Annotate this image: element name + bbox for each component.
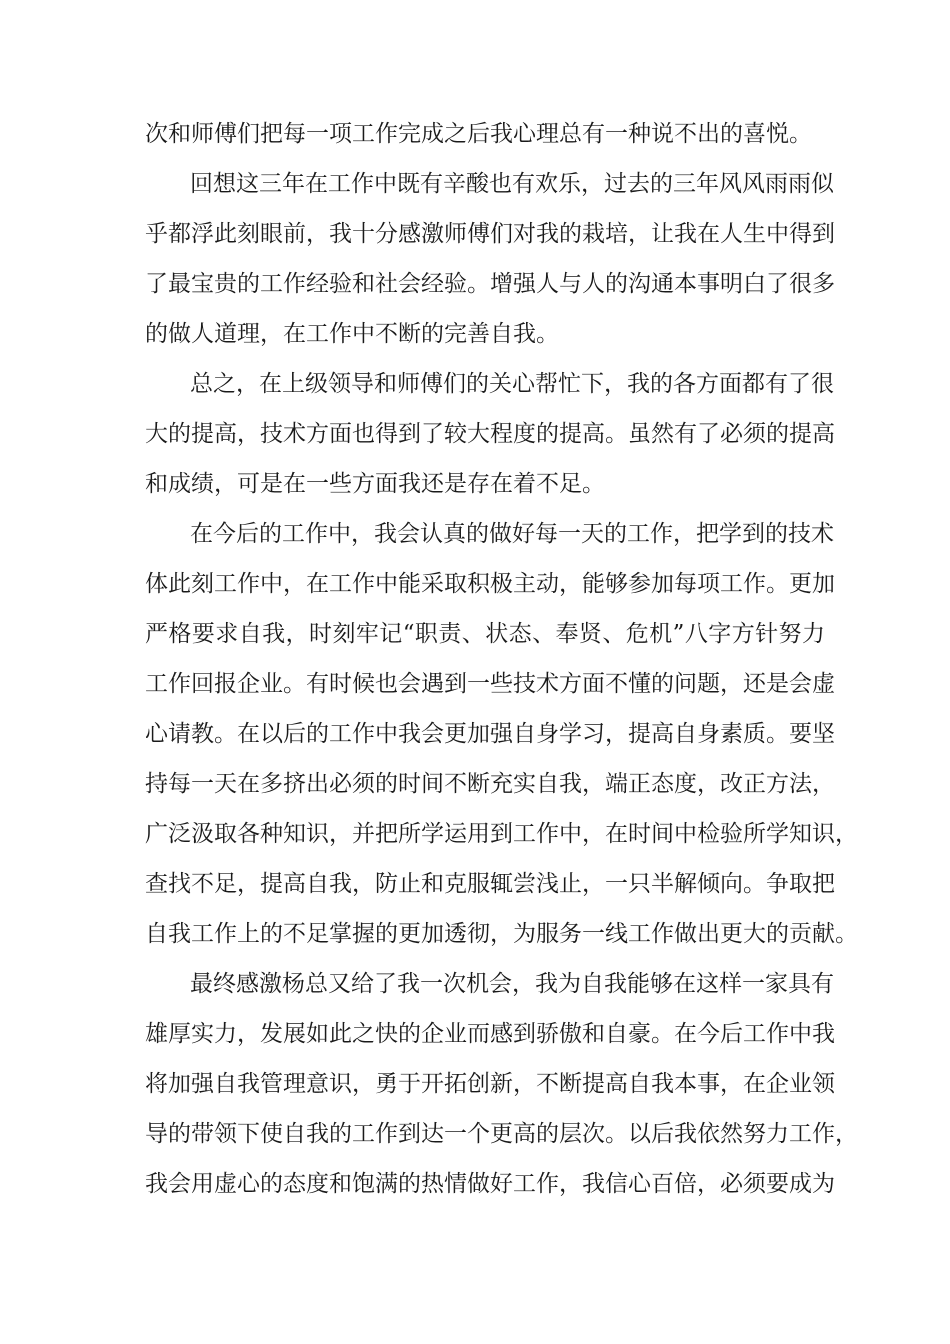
paragraph-line: 了最宝贵的工作经验和社会经验。增强人与人的沟通本事明白了很多 [145, 271, 835, 297]
paragraph-line: 雄厚实力，发展如此之快的企业而感到骄傲和自豪。在今后工作中我 [145, 1021, 835, 1047]
paragraph-line: 广泛汲取各种知识，并把所学运用到工作中，在时间中检验所学知识， [145, 821, 858, 847]
paragraph-line: 查找不足，提高自我，防止和克服辄尝浅止，一只半解倾向。争取把 [145, 871, 835, 897]
paragraph-line: 大的提高，技术方面也得到了较大程度的提高。虽然有了必须的提高 [145, 421, 835, 447]
paragraph-line: 持每一天在多挤出必须的时间不断充实自我，端正态度，改正方法， [145, 771, 835, 797]
paragraph-line: 和成绩，可是在一些方面我还是存在着不足。 [145, 471, 605, 497]
paragraph-line: 次和师傅们把每一项工作完成之后我心理总有一种说不出的喜悦。 [145, 121, 812, 147]
paragraph-line: 总之，在上级领导和师傅们的关心帮忙下，我的各方面都有了很 [190, 371, 834, 397]
paragraph-line: 工作回报企业。有时候也会遇到一些技术方面不懂的问题，还是会虚 [145, 671, 835, 697]
paragraph-line: 体此刻工作中，在工作中能采取积极主动，能够参加每项工作。更加 [145, 571, 835, 597]
paragraph-line: 心请教。在以后的工作中我会更加强自身学习，提高自身素质。要坚 [145, 721, 835, 747]
paragraph-line: 导的带领下使自我的工作到达一个更高的层次。以后我依然努力工作， [145, 1121, 858, 1147]
paragraph-line: 自我工作上的不足掌握的更加透彻，为服务一线工作做出更大的贡献。 [145, 921, 858, 947]
paragraph-line: 乎都浮此刻眼前，我十分感激师傅们对我的栽培，让我在人生中得到 [145, 221, 835, 247]
paragraph-line: 回想这三年在工作中既有辛酸也有欢乐，过去的三年风风雨雨似 [190, 171, 834, 197]
paragraph-line: 我会用虚心的态度和饱满的热情做好工作，我信心百倍，必须要成为 [145, 1171, 835, 1197]
paragraph-line: 在今后的工作中，我会认真的做好每一天的工作，把学到的技术 [190, 521, 834, 547]
paragraph-line: 将加强自我管理意识，勇于开拓创新，不断提高自我本事，在企业领 [145, 1071, 835, 1097]
paragraph-line: 严格要求自我，时刻牢记“职责、状态、奉贤、危机”八字方针努力 [145, 621, 825, 647]
paragraph-line: 的做人道理，在工作中不断的完善自我。 [145, 321, 559, 347]
paragraph-line: 最终感激杨总又给了我一次机会，我为自我能够在这样一家具有 [190, 971, 834, 997]
